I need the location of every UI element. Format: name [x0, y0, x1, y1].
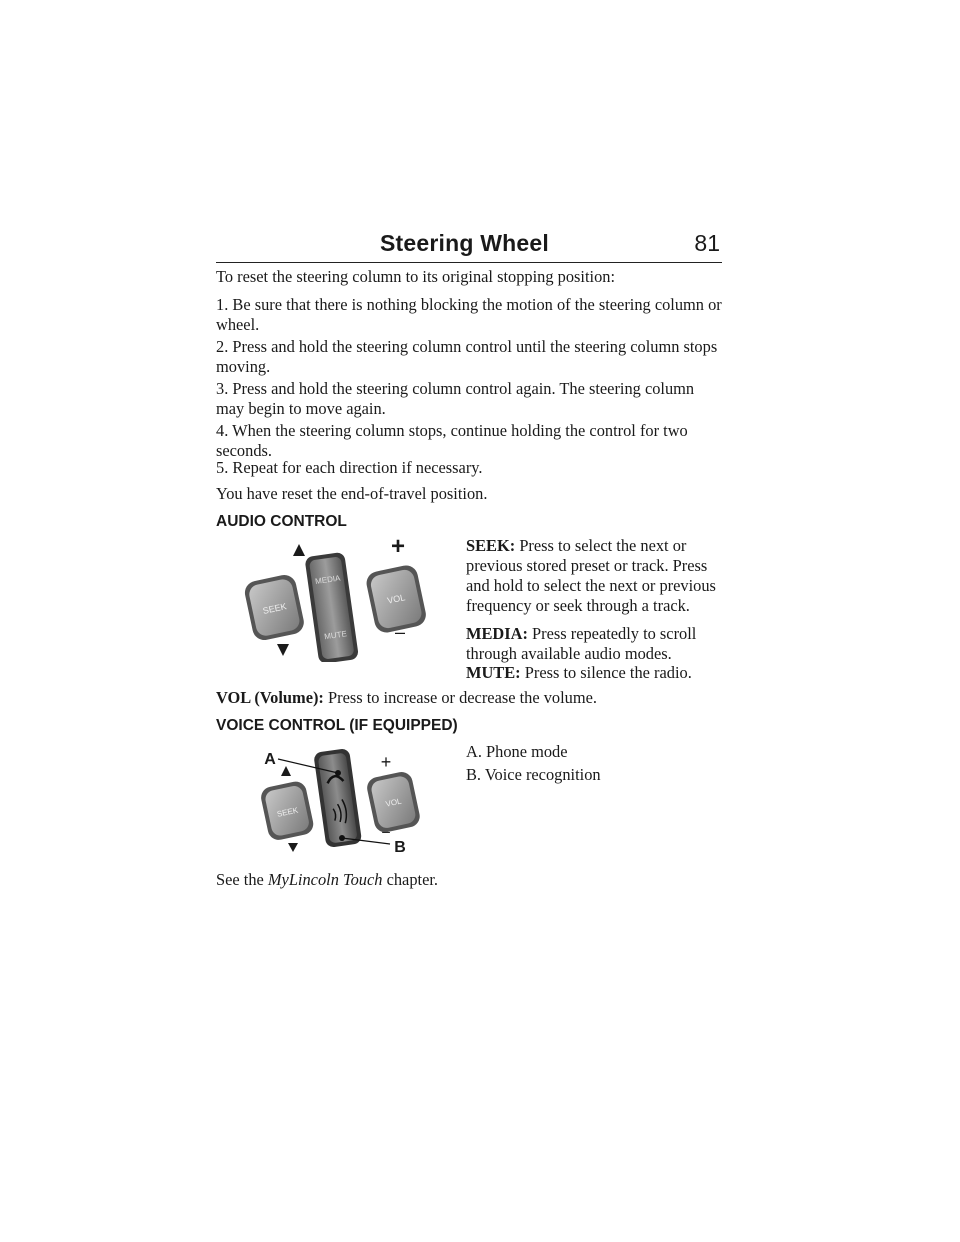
minus-icon: –: [394, 622, 406, 642]
see-suffix: chapter.: [382, 870, 439, 889]
seek-description: [466, 536, 728, 616]
minus-icon: –: [382, 823, 390, 839]
voice-recognition-item: B. Voice recognition: [466, 765, 601, 784]
step-4: 4. When the steering column stops, continue holding the control for two seconds.: [216, 421, 688, 460]
see-chapter-note: [216, 870, 726, 890]
seek-down-arrow-icon: [288, 843, 298, 852]
seek-up-arrow-icon: [293, 544, 305, 556]
phone-mode-item: A. Phone mode: [466, 742, 568, 761]
vol-label: VOL: [386, 592, 407, 606]
vol-description: [216, 688, 726, 708]
mute-text: Press to silence the radio.: [524, 663, 692, 682]
seek-button-graphic: [243, 573, 306, 643]
audio-control-illustration: [236, 532, 436, 662]
mute-term: MUTE:: [466, 663, 521, 682]
audio-control-heading: AUDIO CONTROL: [216, 513, 347, 530]
step-2: 2. Press and hold the steering column control until the steering column stops moving.: [216, 337, 718, 376]
intro-paragraph: To reset the steering column to its original stopping position:: [216, 267, 616, 286]
vol-button-graphic: [365, 770, 422, 834]
vol-text: Press to increase or decrease the volume.: [328, 688, 597, 707]
phone-voice-rocker-graphic: [313, 748, 362, 848]
step-5: 5. Repeat for each direction if necessary.: [216, 458, 483, 477]
seek-term: SEEK:: [466, 536, 516, 555]
vol-term: VOL (Volume):: [216, 688, 324, 707]
step-3: 3. Press and hold the steering column control again. The steering column may begin to move again.: [216, 379, 695, 418]
media-term: MEDIA:: [466, 624, 528, 643]
page-number: 81: [694, 230, 720, 256]
vol-label: VOL: [384, 796, 403, 809]
media-text: Press repeatedly to scroll through available audio modes.: [466, 624, 697, 663]
seek-label: SEEK: [276, 805, 299, 819]
callout-b-label: B: [394, 839, 406, 856]
plus-icon: +: [390, 533, 406, 560]
page-header: [216, 228, 722, 263]
seek-label: SEEK: [261, 601, 288, 616]
seek-button-graphic: [259, 780, 315, 842]
media-label: MEDIA: [314, 573, 341, 587]
media-mute-rocker-graphic: [304, 552, 359, 662]
plus-icon: +: [380, 752, 392, 772]
chapter-title: Steering Wheel: [380, 230, 549, 256]
seek-down-arrow-icon: [277, 644, 289, 656]
reset-note: You have reset the end-of-travel position.: [216, 484, 488, 503]
mute-description: [466, 663, 728, 683]
voice-control-heading: VOICE CONTROL (IF EQUIPPED): [216, 717, 458, 734]
mute-label: MUTE: [323, 629, 348, 642]
callout-a-label: A: [264, 751, 276, 768]
step-1: 1. Be sure that there is nothing blocking the motion of the steering column or wheel.: [216, 295, 722, 334]
mylincoln-touch-reference[interactable]: MyLincoln Touch: [267, 870, 383, 889]
seek-text: Press to select the next or previous stored preset or track. Press and hold to select the next or previous frequency or seek through a track.: [466, 536, 716, 615]
see-prefix: See the: [216, 870, 268, 889]
voice-control-illustration: [254, 738, 434, 858]
media-description: [466, 624, 728, 664]
seek-up-arrow-icon: [281, 766, 291, 776]
